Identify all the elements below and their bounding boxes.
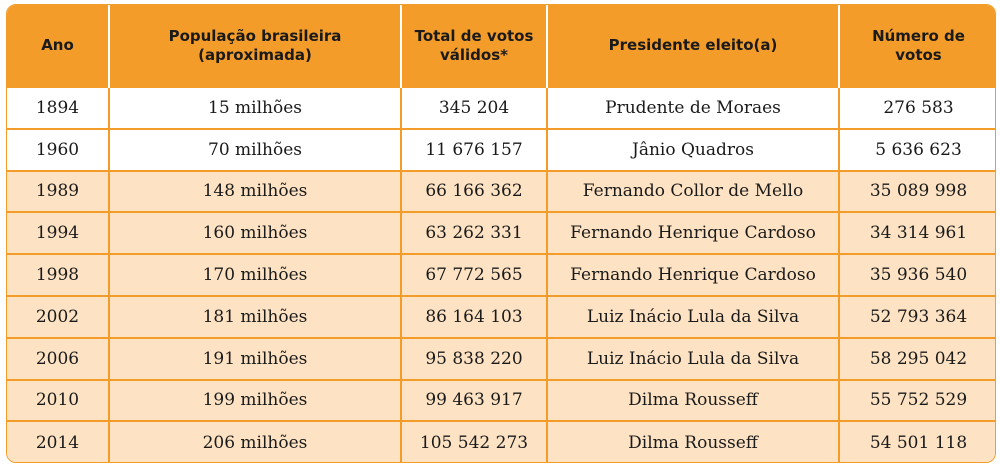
cell-ano: 1894 bbox=[7, 87, 109, 129]
cell-populacao: 191 milhões bbox=[109, 338, 401, 380]
cell-presidente: Dilma Rousseff bbox=[547, 380, 839, 422]
cell-presidente: Prudente de Moraes bbox=[547, 87, 839, 129]
header-presidente: Presidente eleito(a) bbox=[547, 5, 839, 87]
header-total-votos: Total de votos válidos* bbox=[401, 5, 547, 87]
table-row bbox=[7, 421, 996, 463]
cell-numero-votos: 52 793 364 bbox=[839, 296, 996, 338]
cell-total-votos: 11 676 157 bbox=[401, 129, 547, 171]
cell-total-votos: 345 204 bbox=[401, 87, 547, 129]
cell-populacao: 206 milhões bbox=[109, 421, 401, 463]
table-row bbox=[7, 296, 996, 338]
cell-presidente: Fernando Collor de Mello bbox=[547, 171, 839, 213]
table-row bbox=[7, 87, 996, 129]
cell-ano: 2014 bbox=[7, 421, 109, 463]
cell-presidente: Luiz Inácio Lula da Silva bbox=[547, 296, 839, 338]
header-populacao: População brasileira (aproximada) bbox=[109, 5, 401, 87]
table-header bbox=[7, 5, 996, 87]
cell-ano: 1994 bbox=[7, 212, 109, 254]
table-row bbox=[7, 171, 996, 213]
election-table-container bbox=[6, 4, 996, 463]
cell-presidente: Fernando Henrique Cardoso bbox=[547, 212, 839, 254]
table-row bbox=[7, 254, 996, 296]
table-row bbox=[7, 338, 996, 380]
table-row bbox=[7, 380, 996, 422]
cell-total-votos: 66 166 362 bbox=[401, 171, 547, 213]
cell-numero-votos: 54 501 118 bbox=[839, 421, 996, 463]
cell-presidente: Dilma Rousseff bbox=[547, 421, 839, 463]
cell-numero-votos: 58 295 042 bbox=[839, 338, 996, 380]
cell-presidente: Luiz Inácio Lula da Silva bbox=[547, 338, 839, 380]
header-numero-votos: Número de votos bbox=[872, 26, 965, 64]
cell-ano: 1998 bbox=[7, 254, 109, 296]
table-row bbox=[7, 212, 996, 254]
cell-total-votos: 105 542 273 bbox=[401, 421, 547, 463]
cell-presidente: Jânio Quadros bbox=[547, 129, 839, 171]
cell-populacao: 181 milhões bbox=[109, 296, 401, 338]
cell-numero-votos: 5 636 623 bbox=[839, 129, 996, 171]
cell-ano: 1960 bbox=[7, 129, 109, 171]
table-row bbox=[7, 129, 996, 171]
cell-numero-votos: 55 752 529 bbox=[839, 380, 996, 422]
cell-populacao: 199 milhões bbox=[109, 380, 401, 422]
cell-numero-votos: 35 936 540 bbox=[839, 254, 996, 296]
cell-numero-votos: 276 583 bbox=[839, 87, 996, 129]
cell-ano: 1989 bbox=[7, 171, 109, 213]
table-body bbox=[7, 87, 996, 463]
cell-presidente: Fernando Henrique Cardoso bbox=[547, 254, 839, 296]
cell-populacao: 160 milhões bbox=[109, 212, 401, 254]
header-ano: Ano bbox=[7, 5, 109, 87]
cell-total-votos: 95 838 220 bbox=[401, 338, 547, 380]
cell-ano: 2010 bbox=[7, 380, 109, 422]
cell-total-votos: 63 262 331 bbox=[401, 212, 547, 254]
header-row bbox=[7, 5, 996, 87]
cell-numero-votos: 34 314 961 bbox=[839, 212, 996, 254]
cell-total-votos: 86 164 103 bbox=[401, 296, 547, 338]
cell-populacao: 15 milhões bbox=[109, 87, 401, 129]
cell-total-votos: 67 772 565 bbox=[401, 254, 547, 296]
cell-populacao: 70 milhões bbox=[109, 129, 401, 171]
election-table bbox=[7, 5, 996, 463]
cell-total-votos: 99 463 917 bbox=[401, 380, 547, 422]
cell-populacao: 170 milhões bbox=[109, 254, 401, 296]
cell-ano: 2006 bbox=[7, 338, 109, 380]
cell-ano: 2002 bbox=[7, 296, 109, 338]
cell-numero-votos: 35 089 998 bbox=[839, 171, 996, 213]
cell-populacao: 148 milhões bbox=[109, 171, 401, 213]
